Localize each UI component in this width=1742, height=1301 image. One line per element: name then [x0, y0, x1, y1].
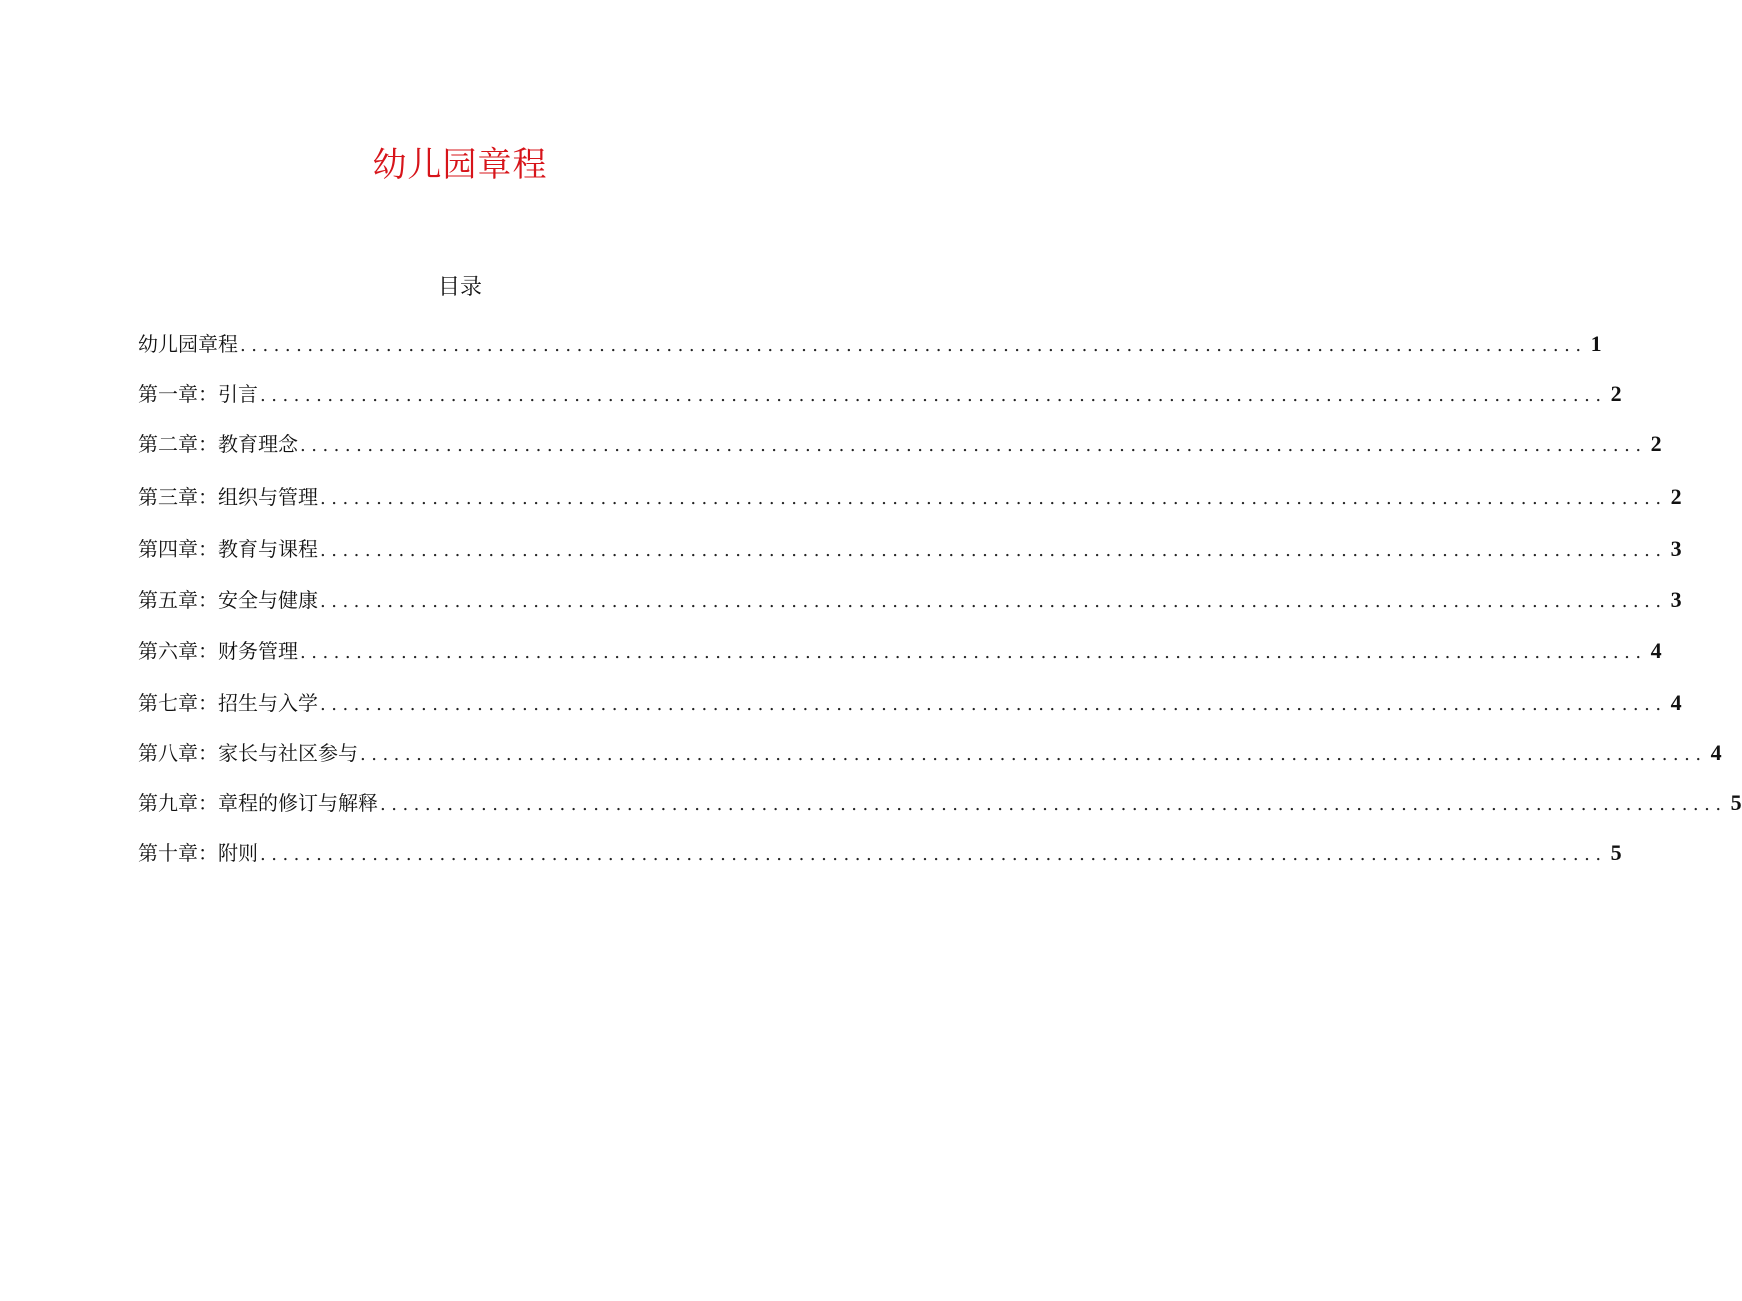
- toc-entry-label: 幼儿园章程: [138, 332, 238, 356]
- toc-heading: 目录: [437, 275, 482, 300]
- toc-entry-page: 3: [1670, 587, 1682, 612]
- toc-entry-page: 4: [1670, 690, 1682, 715]
- toc-entry-label: 第三章：组织与管理: [138, 485, 318, 509]
- toc-entry-label: 第四章：教育与课程: [138, 537, 318, 561]
- toc-entry-page: 2: [1610, 381, 1622, 406]
- toc-dot-leader: ........................................................................................................................: [320, 488, 1667, 509]
- toc-entry[interactable]: [138, 424, 1662, 464]
- toc-dot-leader: ........................................................................................................................: [380, 794, 1727, 815]
- toc-entry-page: 2: [1650, 431, 1662, 456]
- toc-entry-label: 第八章：家长与社区参与: [138, 741, 358, 765]
- toc-entry-label: 第十章：附则: [138, 841, 258, 865]
- toc-dot-leader: ........................................................................................................................: [240, 335, 1587, 356]
- toc-entry-page: 5: [1610, 840, 1622, 865]
- toc-entry-label: 第五章：安全与健康: [138, 588, 318, 612]
- toc-dot-leader: ........................................................................................................................: [300, 642, 1647, 663]
- toc-entry-label: 第九章：章程的修订与解释: [138, 791, 378, 815]
- toc-entry-page: 4: [1710, 740, 1722, 765]
- toc-entry-label: 第一章：引言: [138, 382, 258, 406]
- toc-entry[interactable]: [138, 783, 1742, 823]
- toc-dot-leader: ........................................................................................................................: [320, 694, 1667, 715]
- toc-entry[interactable]: [138, 374, 1622, 414]
- document-title: 幼儿园章程: [372, 145, 548, 185]
- toc-dot-leader: ........................................................................................................................: [300, 435, 1647, 456]
- toc-entry[interactable]: [138, 580, 1682, 620]
- toc-dot-leader: ........................................................................................................................: [260, 385, 1607, 406]
- toc-entry[interactable]: [138, 324, 1602, 364]
- toc-entry-label: 第七章：招生与入学: [138, 691, 318, 715]
- toc-dot-leader: ........................................................................................................................: [260, 844, 1607, 865]
- toc-entry-label: 第六章：财务管理: [138, 639, 298, 663]
- toc-dot-leader: ........................................................................................................................: [320, 540, 1667, 561]
- toc-entry[interactable]: [138, 477, 1682, 517]
- toc-entry-page: 5: [1730, 790, 1742, 815]
- toc-entry[interactable]: [138, 833, 1622, 873]
- toc-entry-page: 2: [1670, 484, 1682, 509]
- toc-entry[interactable]: [138, 683, 1682, 723]
- toc-entry[interactable]: [138, 631, 1662, 671]
- toc-entry-page: 1: [1590, 331, 1602, 356]
- toc-dot-leader: ........................................................................................................................: [320, 591, 1667, 612]
- toc-entry-label: 第二章：教育理念: [138, 432, 298, 456]
- toc-dot-leader: ........................................................................................................................: [360, 744, 1707, 765]
- toc-entry[interactable]: [138, 529, 1682, 569]
- toc-entry-page: 3: [1670, 536, 1682, 561]
- toc-entry-page: 4: [1650, 638, 1662, 663]
- toc-entry[interactable]: [138, 733, 1722, 773]
